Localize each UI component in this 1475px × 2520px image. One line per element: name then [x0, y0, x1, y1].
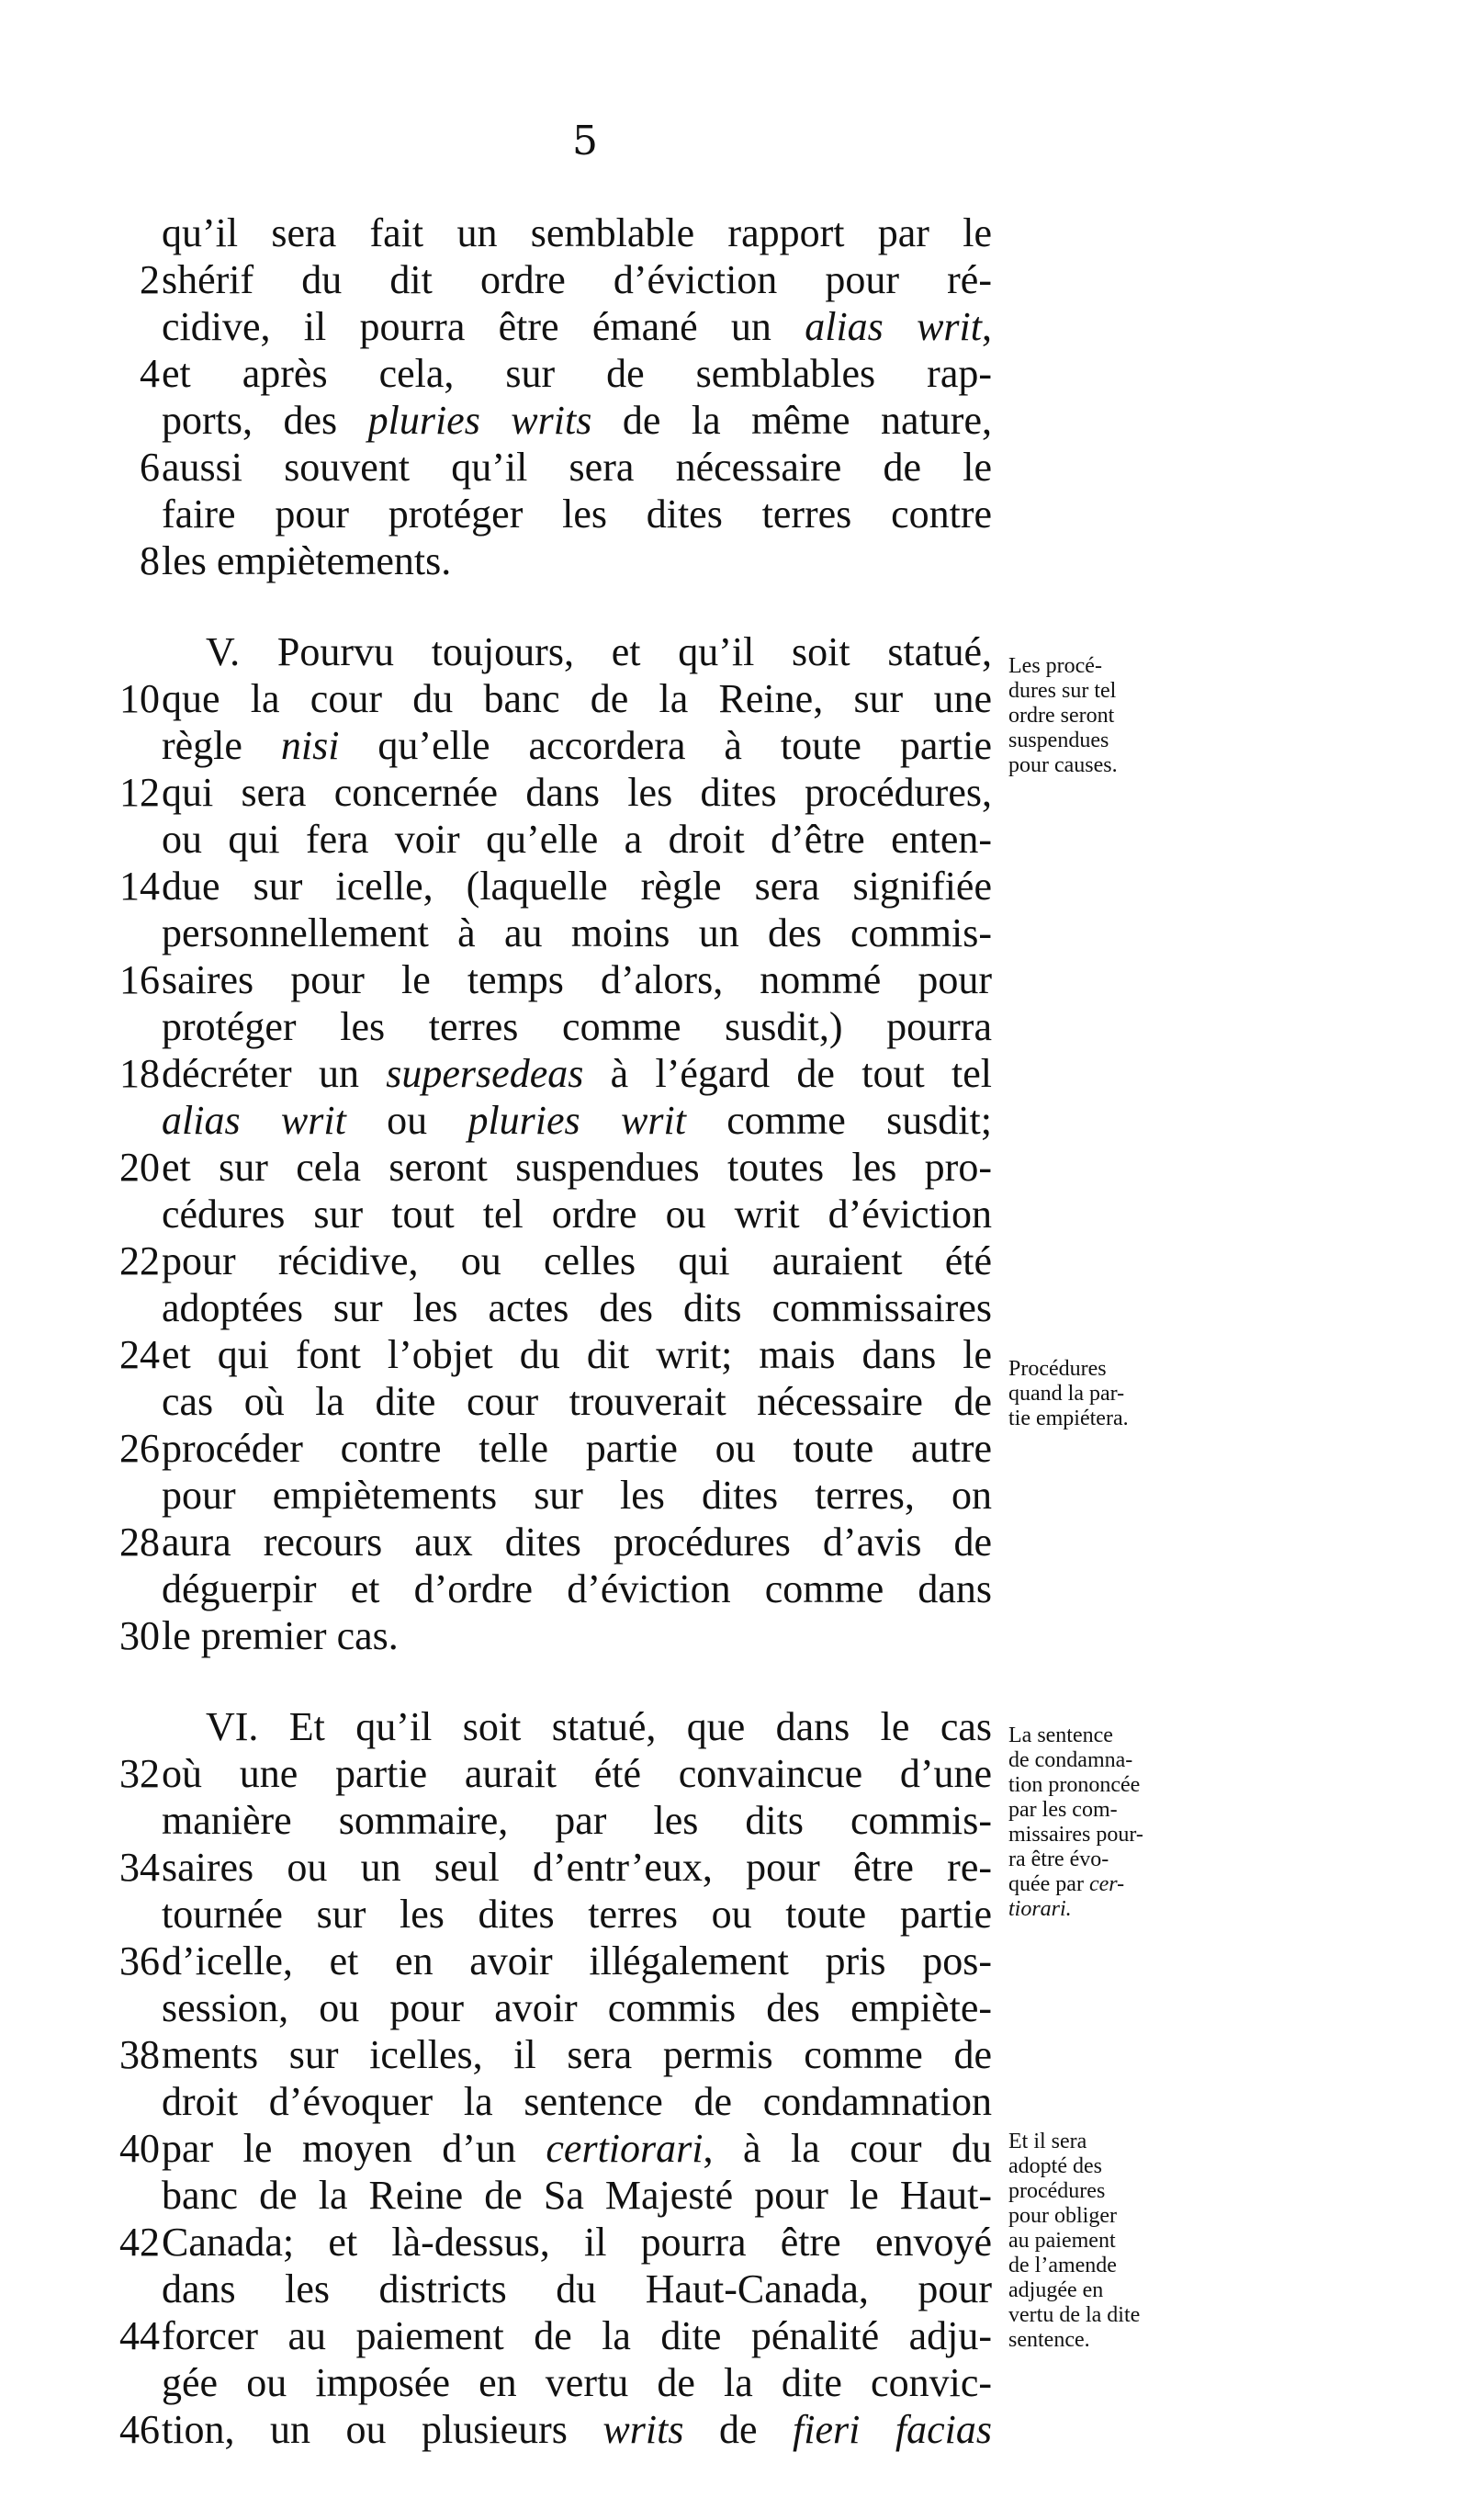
margin-note-line: vertu de la dite	[1008, 2303, 1141, 2327]
margin-note-line: de l’amende	[1008, 2254, 1117, 2277]
line-text: gée ou imposée en vertu de la dite convic-	[162, 2360, 992, 2405]
text-line	[110, 1565, 992, 1612]
text-line	[110, 2406, 992, 2453]
margin-note-line: au paiement	[1008, 2229, 1116, 2253]
line-number: 2	[140, 257, 160, 302]
line-text: faire pour protéger les dites terres contre	[162, 492, 992, 537]
text-line	[110, 1797, 992, 1844]
text-line	[110, 1237, 992, 1284]
line-number: 30	[119, 1613, 160, 1658]
margin-note-line: Les procé-	[1008, 654, 1102, 678]
text-line	[110, 628, 992, 675]
line-number: 24	[119, 1332, 160, 1377]
line-number: 42	[119, 2220, 160, 2265]
line-text: banc de la Reine de Sa Majesté pour le Haut-	[162, 2173, 992, 2218]
margin-note-line: ordre seront	[1008, 704, 1115, 728]
page-number: 5	[572, 118, 598, 164]
italic-term: supersedeas	[386, 1051, 584, 1096]
text-line	[110, 910, 992, 956]
line-text: Canada; et là-dessus, il pourra être envoyé	[162, 2220, 992, 2265]
italic-term: fieri facias	[793, 2407, 992, 2452]
margin-note-line: La sentence	[1008, 1723, 1113, 1747]
text-line	[110, 1191, 992, 1237]
line-text: qui sera concernée dans les dites procédures,	[162, 770, 992, 815]
line-text: personnellement à au moins un des commis-	[162, 910, 992, 955]
text-line	[110, 1378, 992, 1425]
italic-term: tiorari.	[1008, 1897, 1072, 1921]
text-line	[110, 491, 992, 537]
line-text: aussi souvent qu’il sera nécessaire de le	[162, 445, 992, 490]
text-line	[110, 1284, 992, 1331]
line-number: 10	[119, 676, 160, 721]
margin-note-line: ra être évo-	[1008, 1848, 1109, 1871]
text-line	[110, 2078, 992, 2125]
line-text: où une partie aurait été convaincue d’une	[162, 1751, 992, 1796]
margin-note-certiorari	[1008, 1723, 1220, 1922]
italic-term: writs	[602, 2407, 684, 2452]
italic-term: nisi	[280, 723, 340, 768]
text-line	[110, 769, 992, 816]
line-number: 28	[119, 1520, 160, 1565]
line-text: ments sur icelles, il sera permis comme de	[162, 2032, 992, 2077]
line-text: cédures sur tout tel ordre ou writ d’éviction	[162, 1192, 992, 1237]
margin-note-line: dures sur tel	[1008, 679, 1117, 703]
line-text: saires pour le temps d’alors, nommé pour	[162, 957, 992, 1002]
line-text	[162, 2125, 992, 2172]
text-line	[110, 2172, 992, 2219]
line-text	[162, 2406, 992, 2453]
italic-term: certiorari	[546, 2126, 704, 2171]
margin-note-line: suspendues	[1008, 729, 1109, 752]
text-line	[110, 1003, 992, 1050]
line-text: et sur cela seront suspendues toutes les pro-	[162, 1145, 992, 1190]
line-fragment: comme susdit;	[685, 1098, 992, 1143]
text-line	[110, 1519, 992, 1565]
paragraph-gap	[110, 1659, 992, 1703]
line-fragment: de	[683, 2407, 794, 2452]
margin-note-line: de condamna-	[1008, 1748, 1133, 1772]
text-line	[110, 1844, 992, 1891]
margin-note-penalty	[1008, 2130, 1220, 2353]
text-line	[110, 256, 992, 303]
margin-note-line	[1008, 1897, 1220, 1922]
line-text: pour empiètements sur les dites terres, on	[162, 1473, 992, 1518]
line-text	[162, 1097, 992, 1144]
text-line	[110, 956, 992, 1003]
line-number: 38	[119, 2032, 160, 2077]
text-line	[110, 1984, 992, 2031]
line-text: V. Pourvu toujours, et qu’il soit statué,	[206, 629, 992, 674]
line-text: les empiètements.	[162, 538, 452, 583]
line-number: 36	[119, 1938, 160, 1983]
line-text: qu’il sera fait un semblable rapport par le	[162, 210, 992, 255]
text-line	[110, 675, 992, 722]
line-text: le premier cas.	[162, 1613, 399, 1658]
line-fragment: de la même nature,	[591, 398, 992, 443]
line-fragment: règle	[162, 723, 281, 768]
text-line	[110, 350, 992, 397]
line-fragment: décréter un	[162, 1051, 387, 1096]
paragraph-gap	[110, 584, 992, 628]
line-text: protéger les terres comme susdit,) pourra	[162, 1004, 992, 1049]
line-number: 26	[119, 1426, 160, 1471]
margin-note-line: procédures	[1008, 2179, 1106, 2203]
margin-note-line: Procédures	[1008, 1357, 1107, 1381]
line-text	[162, 722, 992, 769]
line-text: session, ou pour avoir commis des empiète-	[162, 1985, 992, 2030]
text-line	[110, 863, 992, 910]
line-number: 44	[119, 2313, 160, 2358]
italic-term: pluries writ	[467, 1098, 686, 1143]
line-text: aura recours aux dites procédures d’avis de	[162, 1520, 992, 1565]
line-text: dans les districts du Haut-Canada, pour	[162, 2266, 992, 2311]
line-fragment: ,	[982, 304, 992, 349]
margin-note-line: tie empiétera.	[1008, 1407, 1129, 1430]
text-line	[110, 722, 992, 769]
margin-note-line: adopté des	[1008, 2154, 1102, 2178]
line-number: 8	[140, 538, 160, 583]
line-fragment: ports, des	[162, 398, 368, 443]
line-fragment: à l’égard de tout tel	[583, 1051, 993, 1096]
line-text	[162, 303, 992, 350]
text-line	[110, 1612, 992, 1659]
line-text: due sur icelle, (laquelle règle sera signifiée	[162, 864, 992, 909]
line-text: déguerpir et d’ordre d’éviction comme dans	[162, 1566, 992, 1611]
text-line	[110, 2219, 992, 2266]
text-line	[110, 1472, 992, 1519]
margin-note-line: pour obliger	[1008, 2204, 1117, 2228]
line-text: cas où la dite cour trouverait nécessaire de	[162, 1379, 992, 1424]
text-line	[110, 397, 992, 444]
line-number: 32	[119, 1751, 160, 1796]
text-line	[110, 303, 992, 350]
line-fragment: tion, un ou plusieurs	[162, 2407, 603, 2452]
text-line	[110, 1891, 992, 1938]
text-line	[110, 2266, 992, 2312]
line-text: procéder contre telle partie ou toute autre	[162, 1426, 992, 1471]
margin-note-line: sentence.	[1008, 2328, 1090, 2352]
margin-note-encroachment	[1008, 1357, 1220, 1431]
margin-note-line: tion prononcée	[1008, 1773, 1141, 1797]
line-text: et qui font l’objet du dit writ; mais dans le	[162, 1332, 992, 1377]
line-text: droit d’évoquer la sentence de condamnation	[162, 2079, 992, 2124]
line-text: manière sommaire, par les dits commis-	[162, 1798, 992, 1843]
margin-note-line: Et il sera	[1008, 2130, 1087, 2153]
line-fragment: qu’elle accordera à toute partie	[339, 723, 993, 768]
line-text: d’icelle, et en avoir illégalement pris pos-	[162, 1938, 992, 1983]
line-number: 34	[119, 1845, 160, 1890]
text-line	[110, 816, 992, 863]
line-text: shérif du dit ordre d’éviction pour ré-	[162, 257, 992, 302]
line-text: VI. Et qu’il soit statué, que dans le cas	[206, 1704, 992, 1749]
line-fragment: ou	[345, 1098, 468, 1143]
margin-note-line: par les com-	[1008, 1798, 1118, 1822]
margin-note-line: quand la par-	[1008, 1382, 1125, 1406]
text-line	[110, 1425, 992, 1472]
text-line	[110, 1703, 992, 1750]
line-fragment: quée par	[1008, 1872, 1089, 1896]
line-number: 20	[119, 1145, 160, 1190]
line-text	[162, 397, 992, 444]
line-number: 4	[140, 351, 160, 396]
text-line	[110, 1144, 992, 1191]
line-number: 14	[119, 864, 160, 909]
line-fragment: par le moyen d’un	[162, 2126, 546, 2171]
text-line	[110, 2359, 992, 2406]
text-line	[110, 444, 992, 491]
line-text: pour récidive, ou celles qui auraient été	[162, 1238, 992, 1283]
line-number: 6	[140, 445, 160, 490]
line-text: forcer au paiement de la dite pénalité adju-	[162, 2313, 992, 2358]
line-number: 12	[119, 770, 160, 815]
line-number: 16	[119, 957, 160, 1002]
line-text: ou qui fera voir qu’elle a droit d’être enten-	[162, 817, 992, 862]
text-line	[110, 1050, 992, 1097]
italic-term: pluries writs	[367, 398, 592, 443]
text-line	[110, 2312, 992, 2359]
line-text	[162, 1050, 992, 1097]
line-text: que la cour du banc de la Reine, sur une	[162, 676, 992, 721]
margin-note-line: adjugée en	[1008, 2278, 1104, 2302]
line-text: et après cela, sur de semblables rap-	[162, 351, 992, 396]
line-text: adoptées sur les actes des dits commissaires	[162, 1285, 992, 1330]
italic-term: alias writ	[805, 304, 982, 349]
margin-note-line: pour causes.	[1008, 753, 1118, 777]
italic-term: cer-	[1088, 1872, 1125, 1896]
text-line	[110, 1938, 992, 1984]
text-line	[110, 1750, 992, 1797]
text-line	[110, 1331, 992, 1378]
margin-note-suspension	[1008, 654, 1220, 778]
line-text: saires ou un seul d’entr’eux, pour être re-	[162, 1845, 992, 1890]
line-number: 40	[119, 2126, 160, 2171]
line-number: 18	[119, 1051, 160, 1096]
line-text: tournée sur les dites terres ou toute partie	[162, 1892, 992, 1937]
text-line	[110, 1097, 992, 1144]
text-line	[110, 2031, 992, 2078]
margin-note-line	[1008, 1872, 1220, 1897]
line-number: 46	[119, 2407, 160, 2452]
text-line	[110, 537, 992, 584]
main-text-column	[110, 209, 992, 2453]
line-fragment: , à la cour du	[703, 2126, 993, 2171]
italic-term: alias writ	[162, 1098, 346, 1143]
margin-note-line: missaires pour-	[1008, 1823, 1143, 1847]
line-number: 22	[119, 1238, 160, 1283]
text-line	[110, 2125, 992, 2172]
text-line	[110, 209, 992, 256]
line-fragment: cidive, il pourra être émané un	[162, 304, 805, 349]
